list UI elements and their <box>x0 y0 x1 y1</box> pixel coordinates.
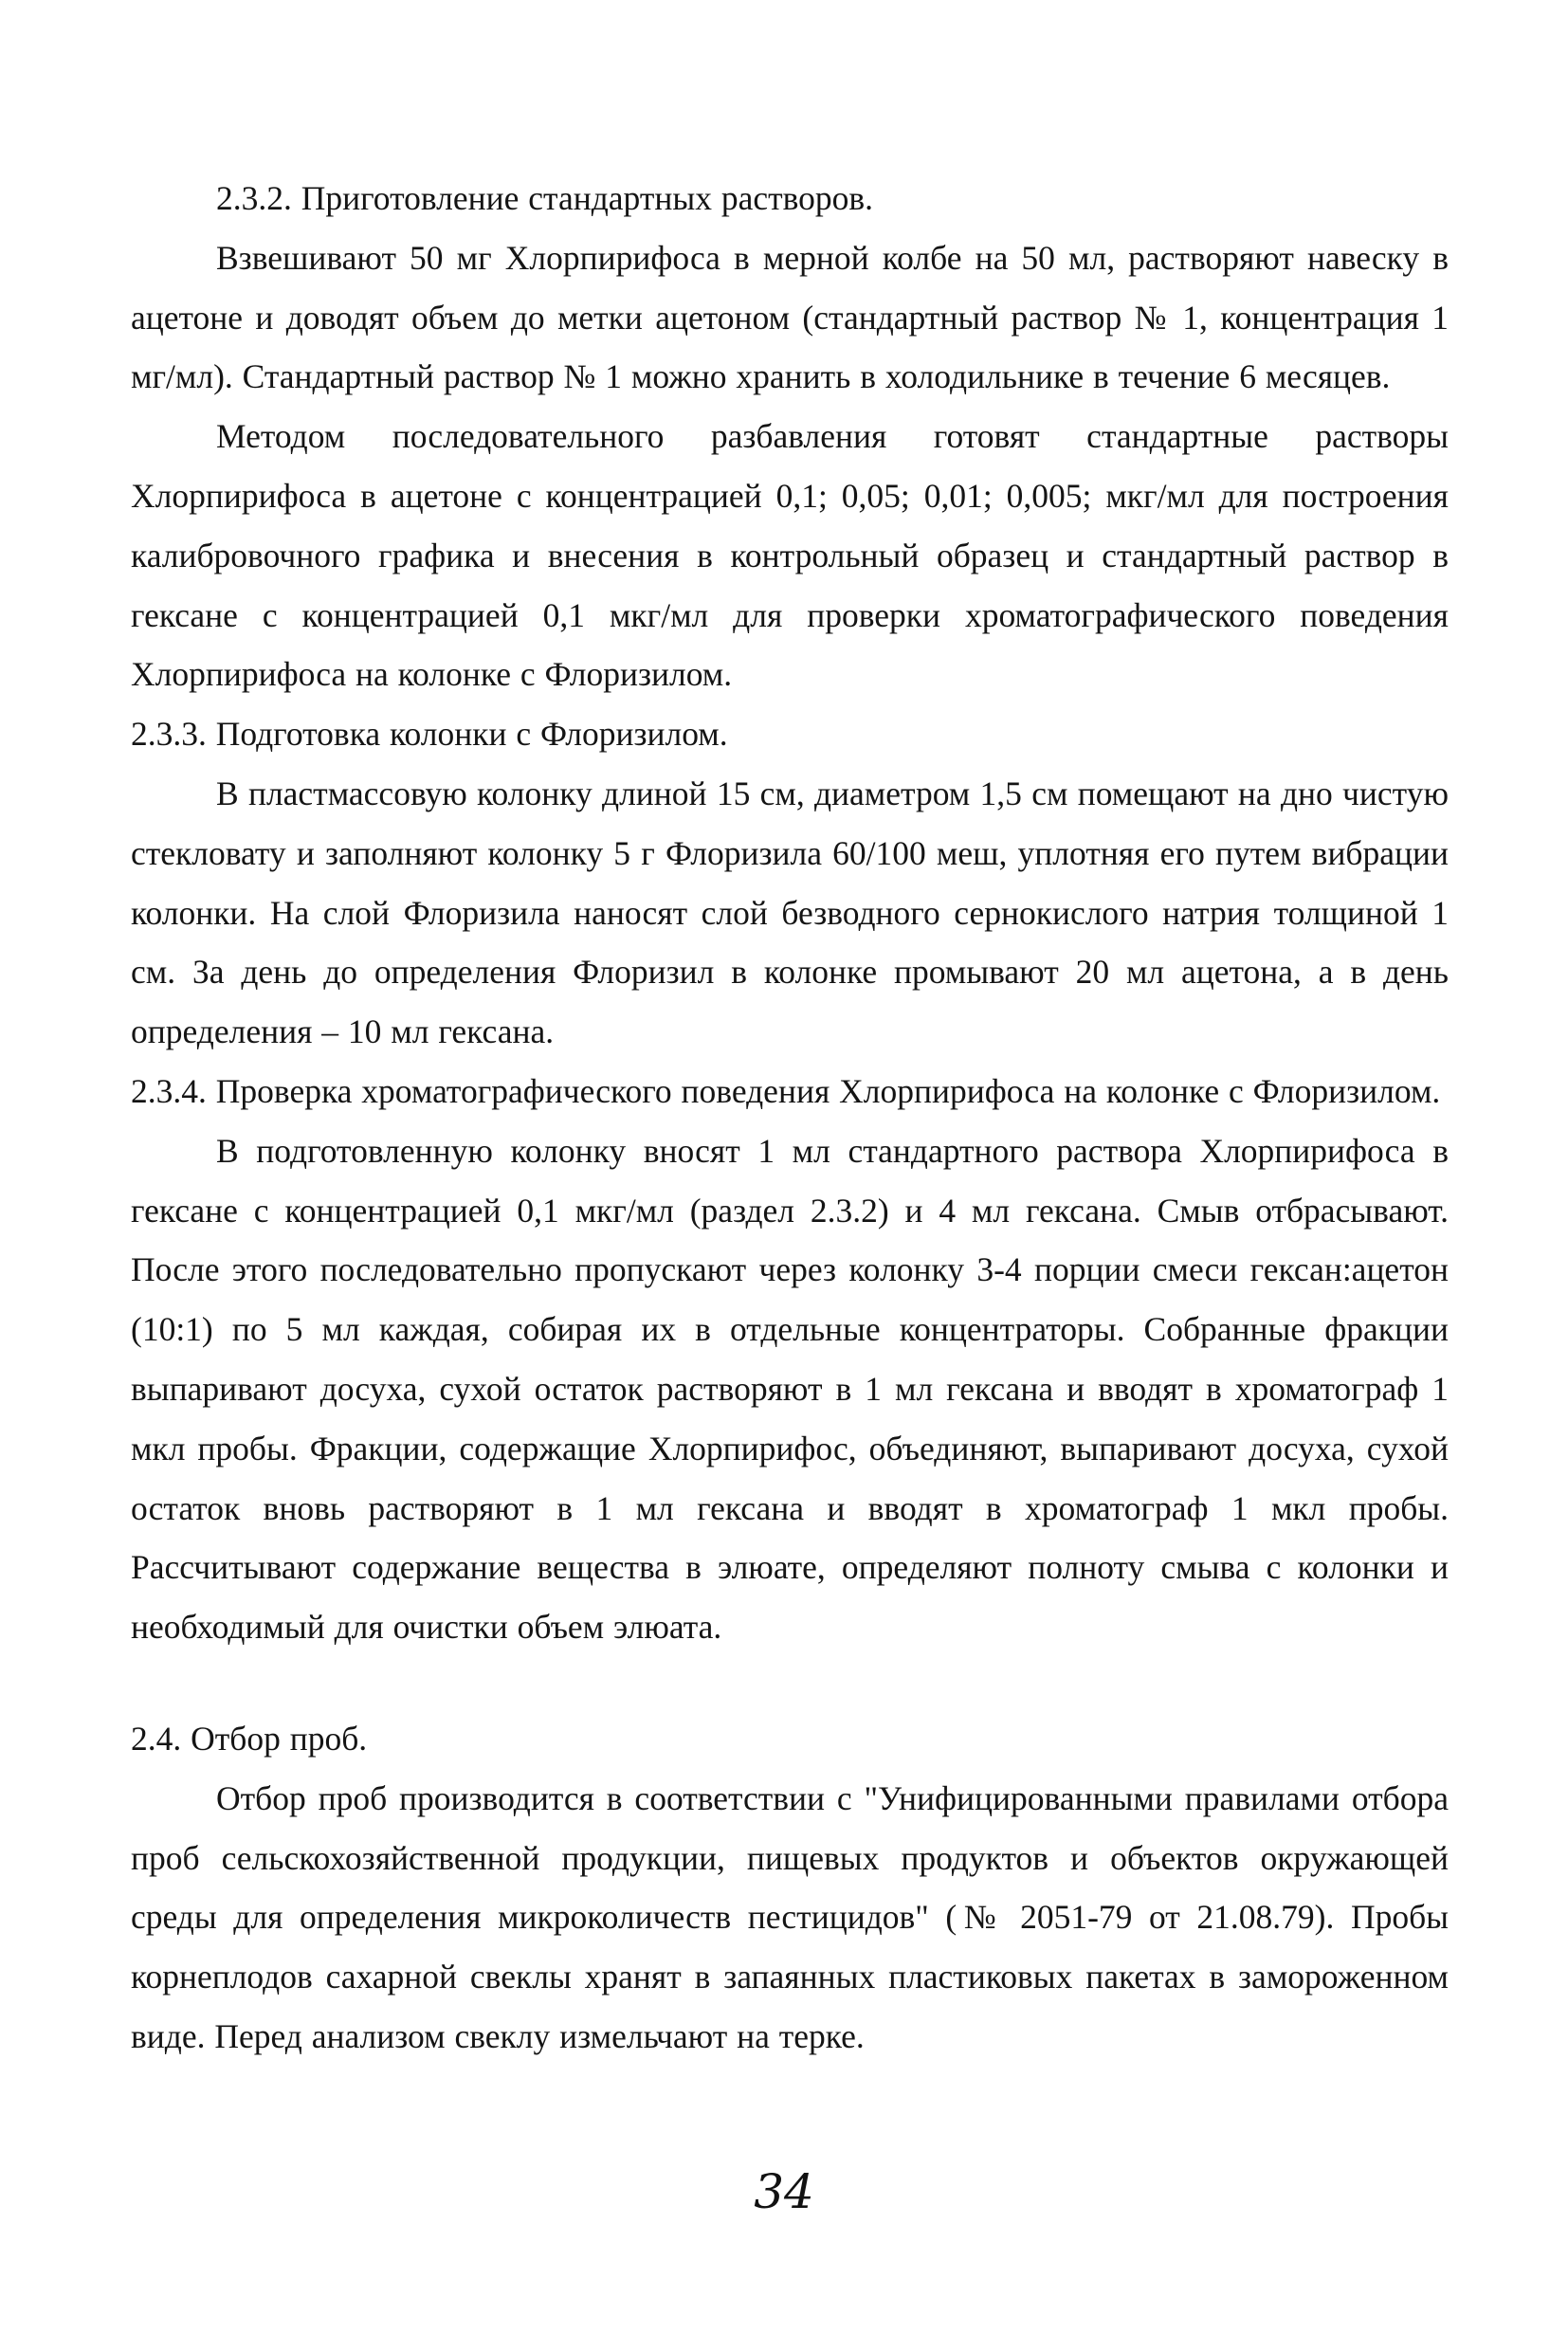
paragraph-dilution: Методом последовательного разбавления готовят стандартные растворы Хлорпирифоса в ацетоне с концентрацией 0,1; 0,05; 0,01; 0,005; мкг/мл для построения калибровочного графика и внесения в контрольный образец и стандартный раствор в гексане с концентрацией 0,1 мкг/мл для проверки хроматографического поведения Хлорпирифоса на колонке с Флоризилом. <box>131 417 1449 694</box>
paragraph-sampling: Отбор проб производится в соответствии с "Унифицированными правилами отбора проб сельскохозяйственной продукции, пищевых продуктов и объектов окружающей среды для определения микроколичеств пестицидов" (№ 2051-79 от 21.08.79). Пробы корнеплодов сахарной свеклы хранят в запаянных пластиковых пакетах в замороженном виде. Перед анализом свеклу измельчают на терке. <box>131 1778 1449 2055</box>
paragraph-column-preparation: В пластмассовую колонку длиной 15 см, диаметром 1,5 см помещают на дно чистую стекловату и заполняют колонку 5 г Флоризила 60/100 меш, уплотняя его путем вибрации колонки. На слой Флоризила наносят слой безводного сернокислого натрия толщиной 1 см. За день до определения Флоризил в колонке промывают 20 мл ацетона, а в день определения – 10 мл гексана. <box>131 774 1449 1051</box>
section-heading-2-3-3: 2.3.3. Подготовка колонки с Флоризилом. <box>131 715 728 754</box>
section-heading-2-3-4: 2.3.4. Проверка хроматографического поведения Хлорпирифоса на колонке с Флоризилом. <box>131 1071 1441 1110</box>
paragraph-weighing: Взвешивают 50 мг Хлорпирифоса в мерной колбе на 50 мл, растворяют навеску в ацетоне и доводят объем до метки ацетоном (стандартный раствор № 1, концентрация 1 мг/мл). Стандартный раствор № 1 можно хранить в холодильнике в течение 6 месяцев. <box>131 238 1449 396</box>
page-number: 34 <box>754 2164 814 2219</box>
paragraph-chromatographic-check: В подготовленную колонку вносят 1 мл стандартного раствора Хлорпирифоса в гексане с концентрацией 0,1 мкг/мл (раздел 2.3.2) и 4 мл гексана. Смыв отбрасывают. После этого последовательно пропускают через колонку 3-4 порции смеси гексан:ацетон (10:1) по 5 мл каждая, собирая их в отдельные концентраторы. Собранные фракции выпаривают досуха, сухой остаток растворяют в 1 мл гексана и вводят в хроматограф 1 мкл пробы. Фракции, содержащие Хлорпирифос, объединяют, выпаривают досуха, сухой остаток вновь растворяют в 1 мл гексана и вводят в хроматограф 1 мкл пробы. Рассчитывают содержание вещества в элюате, определяют полноту смыва с колонки и необходимый для очистки объем элюата. <box>131 1131 1449 1647</box>
section-heading-2-3-2: 2.3.2. Приготовление стандартных растворов. <box>216 179 874 217</box>
document-body <box>131 169 1449 2067</box>
section-heading-2-4: 2.4. Отбор проб. <box>131 1719 368 1758</box>
section-spacer <box>131 1657 1449 1709</box>
